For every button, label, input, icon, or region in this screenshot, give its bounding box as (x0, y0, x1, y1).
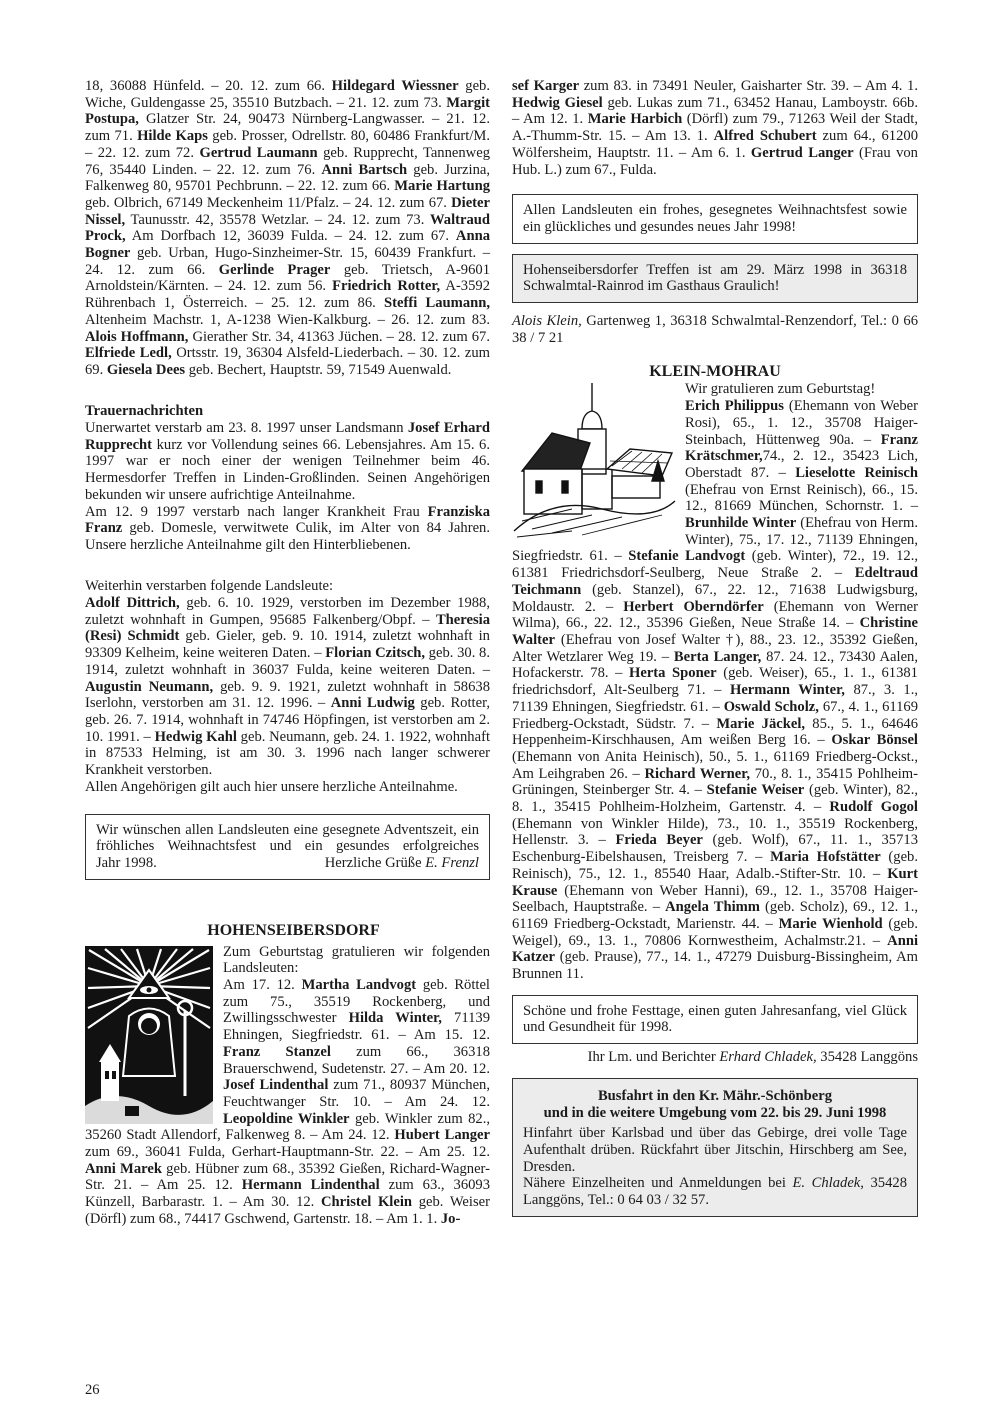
meeting-announcement-text: Hohenseibersdorfer Treffen ist am 29. März 1998 in 36318 Schwalmtal-Rainrod im Gasthaus Graulich! (523, 261, 907, 295)
text-run: geb. Urban, Hugo-Sinzheimer-Str. 15, 60439 Frankfurt. – 24. 12. zum 66. (85, 245, 490, 278)
mourning-intro: Weiterhin verstarben folgende Landsleute: (85, 578, 334, 595)
text-run: Gierather Str. 34, 41363 Jüchen. – 28. 12. zum 67. (188, 328, 490, 345)
person-name: Anni Bartsch (321, 161, 408, 178)
text-run: geb. Domesle, verwitwete Culik, im Alter von 84 Jahren. Unsere herzliche Anteilnahme gilt den Hinterbliebenen. (85, 520, 490, 553)
text-run: Herzliche Grüße (324, 854, 426, 871)
text-run: Taunusstr. 42, 35578 Wetzlar. – 24. 12. zum 73. (125, 211, 430, 228)
person-name: Gerlinde Prager (218, 261, 331, 278)
text-run: geb. Bechert, Hauptstr. 59, 71549 Auenwald. (185, 361, 452, 378)
person-name: Leopoldine Winkler (223, 1110, 350, 1127)
person-name: Franz Stanzel (223, 1043, 331, 1060)
bus-trip-box (512, 1078, 918, 1217)
text-run: 74., 2. 12., 35423 Lich, Oberstadt 87. – (685, 448, 918, 481)
person-name: Christine Walter (512, 615, 918, 648)
person-name: Angela Thimm (665, 899, 760, 916)
text-run: A-3592 Rührenbach 1, Österreich. – 25. 12. zum 86. (85, 278, 490, 312)
person-name: Anni Marek (85, 1160, 162, 1177)
text-run: geb. Röttel zum 75., 35519 Rockenberg, und Zwillingsschwester (223, 977, 490, 1027)
text-run: 70., 8. 1., 35415 Pohlheim-Grüningen, Steinberger Str. 4. – (512, 765, 919, 799)
text-run: (geb. Weigel), 69., 13. 1., 70806 Kornwestheim, Achalmstr.21. – (512, 915, 918, 949)
person-name: Gertrud Langer (750, 144, 854, 161)
person-name: Steffi Laumann, (384, 295, 491, 312)
left-column (85, 78, 490, 1228)
contact-line (512, 313, 918, 346)
text-run: Am Dorfbach 12, 36039 Fulda. – 24. 12. zum 67. (125, 228, 456, 245)
italic-name: E. Frenzl (425, 854, 479, 871)
text-run: (Ehemann von Weber Hanni), 69., 12. 1., 35708 Haiger-Seelbach, Hauptstraße. – (512, 882, 918, 916)
text-run: (geb. Weiser), 65., 1. 1., 61381 friedrichsdorf, Alt-Seulberg 71. – (512, 665, 918, 699)
person-name: Berta Langer, (673, 648, 762, 665)
person-name: Frieda Beyer (615, 832, 703, 849)
person-name: Rudolf Gogol (829, 799, 918, 816)
person-name: Margit Postupa, (85, 94, 490, 128)
text-run: 87., 3. 1., 71139 Ehningen, Siegfriedstr. 61. – (512, 682, 918, 715)
person-name: Florian Czitsch, (325, 645, 425, 662)
person-name: Augustin Neumann, (85, 678, 214, 695)
person-name: Franz Krätschmer, (685, 431, 918, 465)
text-run: geb. 9. 9. 1921, zuletzt wohnhaft in 58638 Iserlohn, verstorben am 31. 12. 1996. – (85, 678, 490, 712)
person-name: Oswald Scholz, (723, 698, 819, 715)
text-run: 35428 Langgöns (816, 1049, 918, 1066)
text-run: (Ehemann von Weber Rosi), 65., 1. 12., 35708 Haiger-Steinbach, Hüttenweg 90a. – (685, 398, 918, 448)
mourning-paragraph (85, 420, 490, 504)
italic-name: E. Chladek, (792, 1175, 864, 1192)
person-name: Brunhilde Winter (685, 515, 797, 532)
text-run: zum 83. in 73491 Neuler, Gaisharter Str. 39. – Am 4. 1. (579, 78, 918, 94)
person-name: Adolf Dittrich, (85, 595, 180, 612)
person-name: Kurt Krause (512, 865, 918, 899)
text-run: Ortsstr. 19, 36304 Alsfeld-Liederbach. – 30. 12. zum 69. (85, 345, 491, 378)
text-run: 85., 5. 1., 64646 Heppenheim-Kirschhausen, Am weißen Berg 16. – (512, 715, 918, 749)
text-run: (Ehefrau von Ernst Reinisch), 66., 15. 12., 81669 München, Schornstr. 1. – (685, 481, 918, 515)
person-name: Hubert Langer (394, 1127, 491, 1144)
bus-trip-title: Busfahrt in den Kr. Mähr.-Schönberg (597, 1087, 833, 1104)
text-run: zum 66., 36318 Brauerschwend, Sudetenstr. 27. – Am 20. 12. (223, 1043, 490, 1077)
section-heading-klein-mohrau: KLEIN-MOHRAU (649, 363, 781, 381)
person-name: Jo- (440, 1210, 461, 1227)
person-name: Marie Jäckel, (716, 715, 806, 732)
person-name: Martha Landvogt (301, 977, 417, 994)
hohenseibersdorf-birthday-list-continued (512, 78, 918, 178)
mourning-close: Allen Angehörigen gilt auch hier unsere herzliche Anteilnahme. (85, 778, 458, 795)
italic-name: Alois Klein, (512, 313, 582, 330)
text-run: Am 12. 9 1997 verstarb nach langer Krankheit Frau (85, 503, 428, 520)
mourning-list (85, 595, 490, 779)
text-run: (Frau von Hub. L.) zum 67., Fulda. (512, 144, 918, 178)
person-name: Herta Sponer (629, 665, 717, 682)
festive-greeting-box (512, 995, 918, 1044)
text-run: 35428 Langgöns, Tel.: 0 64 03 / 32 57. (523, 1175, 907, 1209)
text-run: geb. Rotter, geb. 26. 7. 1914, wohnhaft in 74746 Höpfingen, ist verstorben am 2. 10. 1991. – (85, 695, 490, 745)
person-name: Gertrud Laumann (199, 144, 318, 161)
text-run: geb. Lukas zum 71., 63452 Hanau, Lamboystr. 66b. – Am 12. 1. (512, 94, 918, 128)
text-run: geb. Winkler zum 82., 35260 Stadt Allendorf, Falkenweg 8. – Am 24. 12. (85, 1110, 490, 1144)
person-name: Herbert Oberndörfer (623, 598, 764, 615)
text-run: zum 64., 61200 Wölfersheim, Hauptstr. 11. – Am 6. 1. (512, 128, 918, 161)
text-run: Unerwartet verstarb am 23. 8. 1997 unser Landsmann (85, 420, 408, 437)
person-name: Hermann Lindenthal (241, 1177, 380, 1194)
klein-mohrau-intro: Wir gratulieren zum Geburtstag! (685, 381, 876, 398)
text-run: geb. Hübner zum 68., 35392 Gießen, Richard-Wagner-Str. 21. – Am 25. 12. (85, 1160, 490, 1194)
person-name: Theresia (Resi) Schmidt (85, 611, 490, 645)
person-name: Marie Hartung (394, 178, 491, 195)
person-name: Waltraud Prock, (85, 211, 490, 245)
text-run: geb. Jurzina, Falkenweg 80, 95701 Pechbrunn. – 22. 12. zum 66. (85, 161, 490, 195)
reporter-signature (512, 1049, 918, 1066)
right-column (512, 78, 918, 1217)
bus-trip-text: Hinfahrt über Karlsbad und über das Gebirge, drei volle Tage Aufenthalt drüben. Rückfahrt über Jitschin, Hirschberg am See, Dresden. (523, 1125, 907, 1175)
bus-trip-contact (523, 1175, 907, 1208)
hohenseibersdorf-intro: Zum Geburtstag gratulieren wir folgenden Landsleuten: (223, 943, 490, 977)
text-run: (Ehemann von Anita Heinisch), 50., 5. 1., 61169 Friedberg-Ockst., Am Leihgraben 26. – (512, 748, 918, 782)
person-name: Elfriede Ledl, (85, 345, 172, 362)
text-run: (geb. Reinisch), 75., 12. 1., 85540 Haar, Adalb.-Stifter-Str. 10. – (512, 849, 918, 882)
text-run: (Ehemann von Winkler Hilde), 73., 10. 1., 35519 Rockenberg, Hellenstr. 3. – (512, 815, 918, 849)
christmas-greeting-box (512, 194, 918, 243)
greeting-box (85, 814, 490, 880)
text-run: (Ehemann von Werner Wilma), 66., 22. 12., 35396 Gießen, Neue Straße 14. – (512, 598, 918, 632)
person-name: Franziska Franz (85, 503, 490, 537)
person-name: Stefanie Landvogt (628, 548, 746, 565)
person-name: Anni Ludwig (330, 695, 415, 712)
text-run: 87. 24. 12., 73430 Aalen, Hofackerstr. 78. – (512, 648, 918, 682)
text-run: (geb. Prause), 77., 14. 1., 47279 Duisburg-Bissingheim, Am Brunnen 11. (512, 949, 918, 983)
person-name: Lieselotte Reinisch (795, 464, 918, 481)
text-run: kurz vor Vollendung seines 66. Lebensjahres. Am 15. 6. 1997 war er noch einer der wenigen Teilnehmer beim 46. Hermesdorfer Treffen in Linden-Großlinden. Seinen Angehörigen bekunden wir unsere aufrichtige Anteilnahme. (85, 436, 490, 503)
festive-greeting-text: Schöne und frohe Festtage, einen guten Jahresanfang, viel Glück und Gesundheit für 1998. (523, 1002, 907, 1036)
person-name: Josef Erhard Rupprecht (85, 420, 490, 453)
text-run: Altenheim Machstr. 1, A-1238 Wien-Kalkburg. – 26. 12. zum 83. (85, 311, 490, 328)
christmas-greeting-text: Allen Landsleuten ein frohes, gesegnetes Weihnachtsfest sowie ein glückliches und gesundes neues Jahr 1998! (523, 202, 907, 235)
text-run: geb. Rupprecht, Tannenweg 76, 35440 Linden. – 22. 12. zum 76. (85, 144, 490, 178)
bus-trip-subtitle: und in die weitere Umgebung vom 22. bis 29. Juni 1998 (543, 1104, 887, 1121)
person-name: Erich Philippus (685, 398, 784, 415)
woodcut-illustration (85, 946, 213, 1124)
text-run: 67., 4. 1., 61169 Friedberg-Ockstadt, Südstr. 7. – (512, 698, 919, 732)
text-run: geb. Weiser (Dörfl) zum 68., 74417 Gschwend, Gartenstr. 18. – Am 1. 1. (85, 1194, 490, 1227)
text-run: geb. Wiche, Guldengasse 25, 35510 Butzbach. – 21. 12. zum 73. (85, 78, 490, 111)
text-run: (Dörfl) zum 79., 71263 Weil der Stadt, A.-Thumm-Str. 15. – Am 13. 1. (512, 111, 918, 145)
person-name: Marie Wienhold (778, 915, 883, 932)
text-run: geb. Trietsch, A-9601 Arnoldstein/Kärnten. – 24. 12. zum 56. (85, 261, 490, 295)
text-run: Nähere Einzelheiten und Anmeldungen bei (523, 1175, 793, 1192)
text-run: (geb. Scholz), 69., 12. 1., 61169 Friedberg-Ockstadt, Marienstr. 44. – (512, 899, 918, 932)
person-name: Anni Katzer (512, 932, 918, 966)
text-run: Gartenweg 1, 36318 Schwalmtal-Renzendorf, Tel.: 0 66 38 / 7 21 (512, 313, 918, 346)
greeting-text: Wir wünschen allen Landsleuten eine gesegnete Adventszeit, ein fröhliches Weihnachtsfest und ein gesundes erfolgreiches (96, 821, 479, 855)
person-name: Maria Hofstätter (770, 849, 881, 866)
person-name: Josef Lindenthal (223, 1077, 329, 1094)
text-run: Glatzer Str. 24, 90473 Nürnberg-Langwasser. – 21. 12. zum 71. (85, 111, 490, 145)
text-run: geb. Prosser, Odrellstr. 80, 60486 Frankfurt/M. – 22. 12. zum 72. (85, 128, 490, 161)
birthday-list-continued (85, 78, 490, 379)
text-run: Am 17. 12. (223, 977, 302, 994)
greeting-signoff (325, 855, 479, 872)
text-run: geb. Gieler, geb. 9. 10. 1914, zuletzt wohnhaft in 93309 Kelheim, keine weiteren Daten. – (85, 628, 490, 662)
text-run: 71139 Ehningen, Siegfriedstr. 61. – Am 15. 12. (223, 1010, 490, 1044)
person-name: Anna Bogner (85, 228, 490, 262)
person-name: Hedwig Kahl (154, 728, 237, 745)
text-run: geb. Olbrich, 67149 Meckenheim 11/Pfalz. – 24. 12. zum 67. (85, 194, 452, 211)
text-run: zum 71., 80937 München, Feuchtwanger Str. 10. – Am 24. 12. (223, 1077, 490, 1110)
text-run: (Ehefrau von Herm. Winter), 75., 17. 12., 71139 Ehningen, Siegfriedstr. 61. – (512, 515, 918, 565)
person-name: Hedwig Giesel (512, 94, 603, 111)
person-name: Richard Werner, (644, 765, 751, 782)
person-name: Friedrich Rotter, (332, 278, 441, 295)
meeting-announcement-box (512, 254, 918, 303)
person-name: Edeltraud Teichmann (512, 565, 918, 598)
text-run: (geb. Stanzel), 67., 22. 12., 71638 Ludwigsburg, Moldaustr. 2. – (512, 581, 918, 615)
text-run: (geb. Winter), 72., 19. 12., 61381 Friedrichsdorf-Seulberg, Neue Straße 2. – (512, 548, 919, 582)
person-name: sef Karger (512, 78, 580, 94)
text-run: (geb. Wolf), 67., 11. 1., 35713 Eschenburg-Eibelshausen, Treisberg 7. – (512, 832, 918, 866)
text-run: (Ehefrau von Josef Walter †), 88., 23. 12., 35392 Gießen, Alter Wetzlarer Weg 19. – (512, 631, 918, 665)
church-illustration (512, 381, 677, 541)
person-name: Dieter Nissel, (85, 194, 490, 228)
text-run: 18, 36088 Hünfeld. – 20. 12. zum 66. (85, 78, 332, 94)
person-name: Oskar Bönsel (831, 732, 918, 749)
page-number: 26 (85, 1382, 100, 1398)
person-name: Hilda Winter, (348, 1010, 442, 1027)
text-run: zum 69., 36041 Fulda, Gerhart-Hauptmann-Str. 22. – Am 25. 12. (85, 1144, 490, 1161)
text-run: (geb. Winter), 82., 8. 1., 35415 Pohlheim-Holzheim, Gartenstr. 4. – (512, 782, 918, 816)
mourning-paragraph (85, 504, 490, 554)
person-name: Hermann Winter, (729, 682, 845, 699)
person-name: Stefanie Weiser (706, 782, 805, 799)
text-run: zum 63., 36093 Künzell, Barbarastr. 1. – Am 30. 12. (85, 1177, 491, 1211)
text-run: geb. Neumann, geb. 24. 1. 1922, wohnhaft in 87533 Helming, ist am 30. 3. 1996 nach langer schwerer Krankheit verstorben. (85, 728, 490, 779)
section-heading-hohenseibersdorf: HOHENSEIBERSDORF (207, 921, 380, 939)
greeting-text-end: Jahr 1998. (96, 854, 157, 871)
person-name: Christel Klein (321, 1194, 413, 1211)
person-name: Alfred Schubert (713, 128, 817, 145)
person-name: Hilde Kaps (137, 128, 208, 145)
person-name: Marie Harbich (587, 111, 683, 128)
person-name: Hildegard Wiessner (331, 78, 459, 94)
person-name: Alois Hoffmann, (85, 328, 189, 345)
italic-name: Erhard Chladek, (719, 1049, 817, 1066)
text-run: Ihr Lm. und Berichter (587, 1049, 720, 1066)
person-name: Giesela Dees (106, 361, 186, 378)
text-run: geb. 30. 8. 1914, zuletzt wohnhaft in 36037 Fulda, keine weiteren Daten. – (85, 645, 490, 678)
mourning-heading: Trauernachrichten (85, 403, 204, 420)
text-run: geb. 6. 10. 1929, verstorben im Dezember 1988, zuletzt wohnhaft in Gumpen, 95685 Falkenberg/Obpf. – (85, 595, 490, 628)
